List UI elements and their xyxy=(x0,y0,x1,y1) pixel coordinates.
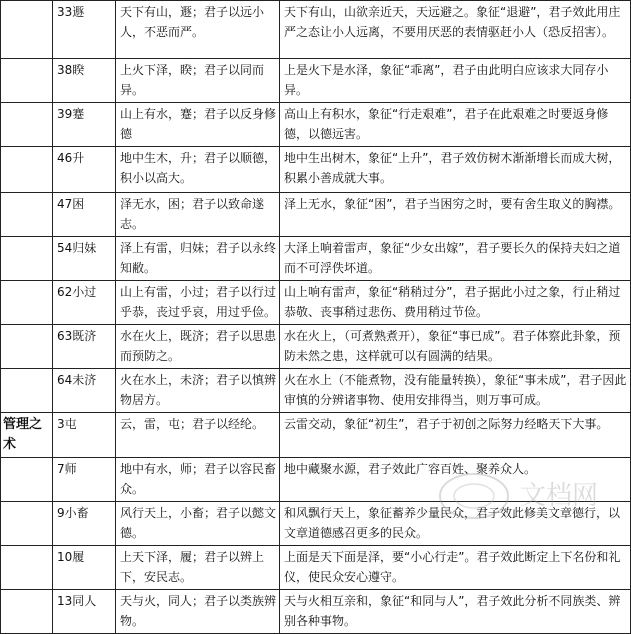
table-row xyxy=(1,147,631,193)
hexagram-explanation: 高山上有积水，象征“行走艰难”，君子在此艰难之时要返身修德，以德远害。 xyxy=(280,103,631,147)
table-row xyxy=(1,237,631,281)
category-cell xyxy=(1,458,53,502)
category-cell xyxy=(1,502,53,546)
hexagram-explanation: 地中生出树木，象征“上升”，君子效仿树木渐渐增长而成大树，积累小善成就大事。 xyxy=(280,147,631,193)
table-row xyxy=(1,193,631,237)
hexagram-description: 泽无水，困；君子以致命遂志。 xyxy=(116,193,280,237)
hexagram-name: 13同人 xyxy=(53,590,116,634)
hexagram-description: 天与火，同人；君子以类族辨物。 xyxy=(116,590,280,634)
hexagram-description: 地中有水，师；君子以容民畜众。 xyxy=(116,458,280,502)
table-row xyxy=(1,59,631,103)
hexagram-description: 云，雷，屯；君子以经纶。 xyxy=(116,413,280,458)
hexagram-description: 风行天上，小畜；君子以懿文德。 xyxy=(116,502,280,546)
hexagram-explanation: 天与火相互亲和，象征“和同与人”，君子效此分析不同族类、辨别各种事物。 xyxy=(280,590,631,634)
hexagram-explanation: 云雷交动，象征“初生”，君子于初创之际努力经略天下大事。 xyxy=(280,413,631,458)
table-row xyxy=(1,369,631,413)
category-cell xyxy=(1,59,53,103)
hexagram-description: 山上有雷，小过；君子以行过乎恭，丧过乎哀，用过乎俭。 xyxy=(116,281,280,325)
hexagram-description: 天下有山，遯；君子以远小人，不恶而严。 xyxy=(116,1,280,59)
table-row xyxy=(1,1,631,59)
category-cell xyxy=(1,590,53,634)
hexagram-name: 64未济 xyxy=(53,369,116,413)
hexagram-name: 7师 xyxy=(53,458,116,502)
hexagram-description: 上天下泽，履；君子以辨上下，安民志。 xyxy=(116,546,280,590)
hexagram-name: 54归妹 xyxy=(53,237,116,281)
hexagram-explanation: 天下有山，山欲亲近天，天远避之。象征“退避”，君子效此用庄严之态让小人远离，不要用厌恶的表情驱赶小人（恐反招害）。 xyxy=(280,1,631,59)
category-cell xyxy=(1,281,53,325)
hexagram-explanation: 泽上无水，象征“困”，君子当困穷之时，要有舍生取义的胸襟。 xyxy=(280,193,631,237)
hexagram-name: 39蹇 xyxy=(53,103,116,147)
table-row xyxy=(1,590,631,634)
table-row xyxy=(1,502,631,546)
hexagram-description: 泽上有雷，归妹；君子以永终知敝。 xyxy=(116,237,280,281)
category-cell xyxy=(1,103,53,147)
hexagram-explanation: 山上响有雷声，象征“稍稍过分”，君子据此小过之象，行止稍过恭敬、丧事稍过悲伤、费用稍过节俭。 xyxy=(280,281,631,325)
hexagram-name: 62小过 xyxy=(53,281,116,325)
category-cell xyxy=(1,237,53,281)
hexagram-explanation: 大泽上响着雷声，象征“少女出嫁”，君子要长久的保持夫妇之道而不可浮佚坏道。 xyxy=(280,237,631,281)
hexagram-name: 47困 xyxy=(53,193,116,237)
table-row xyxy=(1,458,631,502)
hexagram-explanation: 和风飘行天上，象征蓄养少量民众，君子效此修美文章德行，以文章道德感召更多的民众。 xyxy=(280,502,631,546)
table-row xyxy=(1,325,631,369)
watermark-text: 文档网 xyxy=(520,481,599,511)
hexagram-name: 10履 xyxy=(53,546,116,590)
hexagram-name: 33遯 xyxy=(53,1,116,59)
hexagram-description: 上火下泽，睽；君子以同而异。 xyxy=(116,59,280,103)
hexagram-name: 63既济 xyxy=(53,325,116,369)
hexagram-explanation: 水在火上，（可煮熟煮开），象征“事已成”。君子体察此卦象，预防未然之患，这样就可以有圆满的结果。 xyxy=(280,325,631,369)
hexagram-description: 地中生木，升；君子以顺德，积小以高大。 xyxy=(116,147,280,193)
table-row xyxy=(1,546,631,590)
category-cell xyxy=(1,147,53,193)
hexagram-explanation: 火在水上（不能煮物，没有能量转换），象征“事未成”，君子因此审慎的分辨诸事物、使用安排得当，则万事可成。 xyxy=(280,369,631,413)
category-cell: 管理之术 xyxy=(1,413,53,458)
table-row xyxy=(1,281,631,325)
category-cell xyxy=(1,369,53,413)
table-row xyxy=(1,103,631,147)
table-body xyxy=(1,1,631,634)
category-cell xyxy=(1,546,53,590)
hexagram-description: 水在火上，既济；君子以思患而预防之。 xyxy=(116,325,280,369)
hexagram-description: 山上有水，蹇；君子以反身修德 xyxy=(116,103,280,147)
hexagram-description: 火在水上，未济；君子以慎辨物居方。 xyxy=(116,369,280,413)
category-cell xyxy=(1,325,53,369)
hexagram-explanation: 上是火下是水泽，象征“乖离”，君子由此明白应该求大同存小异。 xyxy=(280,59,631,103)
hexagram-name: 38睽 xyxy=(53,59,116,103)
category-cell xyxy=(1,193,53,237)
hexagram-name: 46升 xyxy=(53,147,116,193)
category-cell xyxy=(1,1,53,59)
hexagram-explanation: 上面是天下面是泽，要“小心行走”。君子效此断定上下名份和礼仪，使民众安心遵守。 xyxy=(280,546,631,590)
hexagram-explanation: 地中藏聚水源，君子效此广容百姓、聚养众人。 xyxy=(280,458,631,502)
hexagram-name: 3屯 xyxy=(53,413,116,458)
table-row xyxy=(1,413,631,458)
hexagram-name: 9小畜 xyxy=(53,502,116,546)
